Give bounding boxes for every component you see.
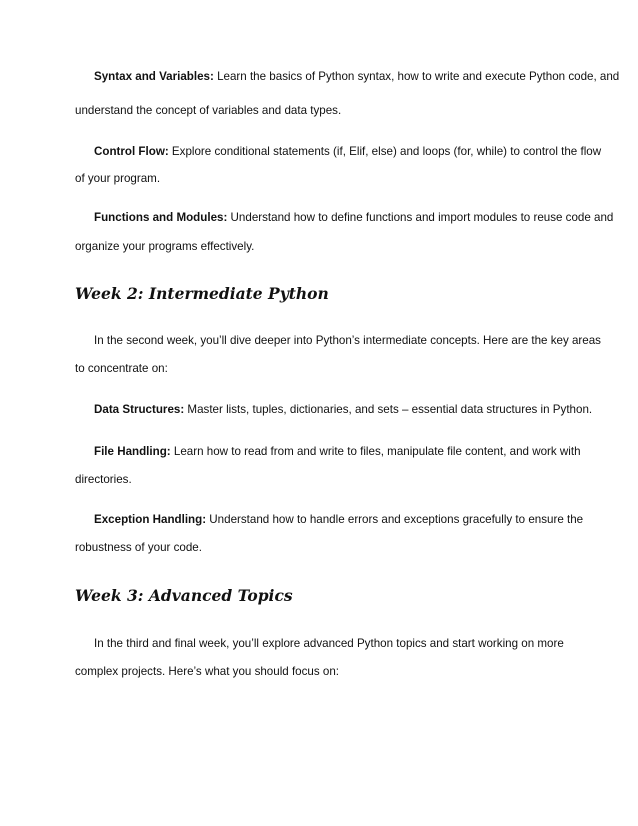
item-text-continuation: of your program. bbox=[75, 172, 161, 185]
item-text-continuation: organize your programs effectively. bbox=[75, 240, 255, 253]
item-text: Understand how to define functions and import modules to reuse code and bbox=[227, 211, 614, 224]
item-exception-handling bbox=[94, 513, 583, 527]
item-title: Functions and Modules: bbox=[94, 211, 228, 224]
item-text: Learn the basics of Python syntax, how to write and execute Python code, and bbox=[213, 70, 620, 83]
item-title: Control Flow: bbox=[94, 145, 169, 158]
item-file-handling bbox=[94, 445, 581, 459]
item-syntax-variables bbox=[94, 70, 619, 84]
item-text-continuation: robustness of your code. bbox=[75, 541, 202, 554]
item-control-flow bbox=[94, 145, 601, 159]
paragraph-week-2-intro-continuation: to concentrate on: bbox=[75, 362, 168, 375]
item-title: Data Structures: bbox=[94, 403, 185, 416]
section-heading-week-3: Week 3: Advanced Topics bbox=[75, 586, 293, 605]
item-text: Understand how to handle errors and exceptions gracefully to ensure the bbox=[206, 513, 584, 526]
item-data-structures bbox=[94, 403, 592, 417]
item-title: File Handling: bbox=[94, 445, 171, 458]
item-text: Learn how to read from and write to files, manipulate file content, and work with bbox=[170, 445, 581, 458]
item-text-continuation: understand the concept of variables and data types. bbox=[75, 104, 342, 117]
item-text: Master lists, tuples, dictionaries, and sets – essential data structures in Python. bbox=[184, 403, 593, 416]
paragraph-week-2-intro: In the second week, you’ll dive deeper into Python’s intermediate concepts. Here are the key areas bbox=[94, 334, 601, 347]
paragraph-week-3-intro-continuation: complex projects. Here’s what you should focus on: bbox=[75, 665, 340, 678]
item-title: Syntax and Variables: bbox=[94, 70, 214, 83]
item-title: Exception Handling: bbox=[94, 513, 207, 526]
section-heading-week-2: Week 2: Intermediate Python bbox=[75, 284, 329, 303]
item-text-continuation: directories. bbox=[75, 473, 132, 486]
item-functions-modules bbox=[94, 211, 613, 225]
paragraph-week-3-intro: In the third and final week, you’ll explore advanced Python topics and start working on more bbox=[94, 637, 564, 650]
item-text: Explore conditional statements (if, Elif, else) and loops (for, while) to control the flow bbox=[168, 145, 602, 158]
